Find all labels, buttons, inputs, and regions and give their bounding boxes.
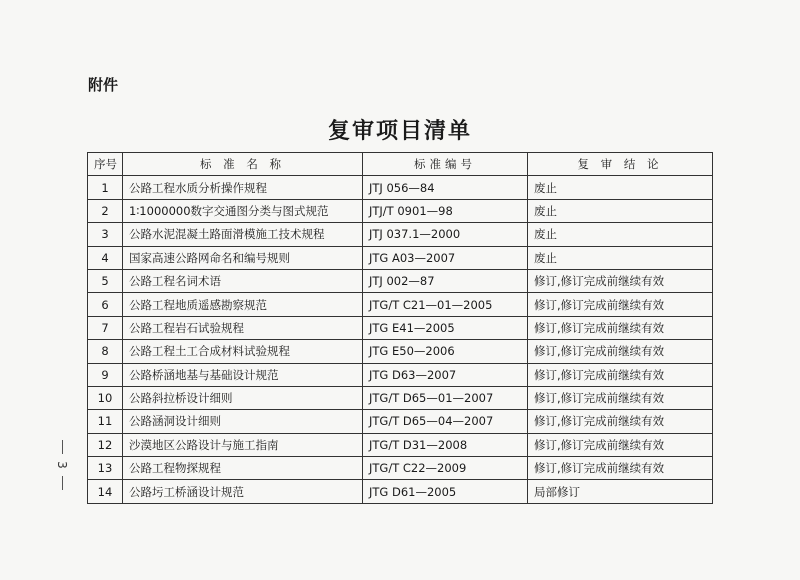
row-standard-code: JTG/T C22—2009 — [363, 457, 528, 480]
row-standard-name: 1∶1000000数字交通图分类与图式规范 — [123, 199, 363, 222]
row-standard-name: 沙漠地区公路设计与施工指南 — [123, 433, 363, 456]
row-serial-number: 2 — [88, 199, 123, 222]
row-serial-number: 11 — [88, 410, 123, 433]
page-number — [50, 440, 74, 490]
row-serial-number: 6 — [88, 293, 123, 316]
table-row — [88, 386, 713, 409]
row-standard-code: JTG/T D65—04—2007 — [363, 410, 528, 433]
row-standard-code: JTJ/T 0901—98 — [363, 199, 528, 222]
table-row — [88, 340, 713, 363]
row-review-result: 废止 — [528, 246, 713, 269]
table-row — [88, 246, 713, 269]
row-review-result: 修订,修订完成前继续有效 — [528, 410, 713, 433]
row-standard-name: 公路水泥混凝土路面滑模施工技术规程 — [123, 223, 363, 246]
row-review-result: 废止 — [528, 176, 713, 199]
row-review-result: 修订,修订完成前继续有效 — [528, 457, 713, 480]
table-header-row — [88, 153, 713, 176]
table-row — [88, 363, 713, 386]
table-row — [88, 433, 713, 456]
row-serial-number: 12 — [88, 433, 123, 456]
row-standard-code: JTG/T C21—01—2005 — [363, 293, 528, 316]
table-row — [88, 269, 713, 292]
row-review-result: 修订,修订完成前继续有效 — [528, 340, 713, 363]
page-title: 复审项目清单 — [327, 118, 472, 144]
row-serial-number: 9 — [88, 363, 123, 386]
row-review-result: 局部修订 — [528, 480, 713, 503]
table-row — [88, 223, 713, 246]
row-review-result: 废止 — [528, 223, 713, 246]
table-row — [88, 457, 713, 480]
row-standard-code: JTG E41—2005 — [363, 316, 528, 339]
page-number-text: 3 — [54, 461, 69, 469]
row-serial-number: 10 — [88, 386, 123, 409]
row-standard-name: 公路工程水质分析操作规程 — [123, 176, 363, 199]
row-serial-number: 8 — [88, 340, 123, 363]
row-serial-number: 4 — [88, 246, 123, 269]
row-standard-code: JTG/T D65—01—2007 — [363, 386, 528, 409]
row-standard-code: JTG D63—2007 — [363, 363, 528, 386]
row-serial-number: 5 — [88, 269, 123, 292]
row-serial-number: 13 — [88, 457, 123, 480]
row-serial-number: 7 — [88, 316, 123, 339]
row-review-result: 废止 — [528, 199, 713, 222]
table-row — [88, 293, 713, 316]
row-standard-code: JTG E50—2006 — [363, 340, 528, 363]
row-standard-name: 公路工程地质遥感勘察规范 — [123, 293, 363, 316]
row-serial-number: 3 — [88, 223, 123, 246]
row-standard-code: JTG D61—2005 — [363, 480, 528, 503]
row-standard-name: 公路桥涵地基与基础设计规范 — [123, 363, 363, 386]
header-standard-name: 标 准 名 称 — [123, 153, 363, 176]
annex-label: 附件 — [88, 76, 119, 94]
header-serial-number: 序号 — [88, 153, 123, 176]
row-standard-code: JTJ 037.1—2000 — [363, 223, 528, 246]
row-standard-code: JTG A03—2007 — [363, 246, 528, 269]
row-review-result: 修订,修订完成前继续有效 — [528, 386, 713, 409]
row-review-result: 修订,修订完成前继续有效 — [528, 433, 713, 456]
row-standard-name: 公路工程岩石试验规程 — [123, 316, 363, 339]
table-row — [88, 199, 713, 222]
page-number-dash-bottom — [62, 476, 63, 490]
table-row — [88, 410, 713, 433]
header-standard-code: 标准编号 — [363, 153, 528, 176]
header-review-result: 复 审 结 论 — [528, 153, 713, 176]
review-items-table — [87, 152, 713, 504]
table-row — [88, 176, 713, 199]
page-number-dash-top — [62, 440, 63, 454]
row-serial-number: 1 — [88, 176, 123, 199]
row-standard-name: 公路工程名词术语 — [123, 269, 363, 292]
row-review-result: 修订,修订完成前继续有效 — [528, 363, 713, 386]
row-standard-name: 国家高速公路网命名和编号规则 — [123, 246, 363, 269]
row-standard-code: JTJ 056—84 — [363, 176, 528, 199]
table-row — [88, 316, 713, 339]
row-standard-name: 公路工程土工合成材料试验规程 — [123, 340, 363, 363]
row-standard-name: 公路圬工桥涵设计规范 — [123, 480, 363, 503]
row-standard-name: 公路工程物探规程 — [123, 457, 363, 480]
row-review-result: 修订,修订完成前继续有效 — [528, 269, 713, 292]
row-standard-code: JTG/T D31—2008 — [363, 433, 528, 456]
row-review-result: 修订,修订完成前继续有效 — [528, 293, 713, 316]
row-serial-number: 14 — [88, 480, 123, 503]
row-review-result: 修订,修订完成前继续有效 — [528, 316, 713, 339]
table-row — [88, 480, 713, 503]
row-standard-name: 公路斜拉桥设计细则 — [123, 386, 363, 409]
row-standard-name: 公路涵洞设计细则 — [123, 410, 363, 433]
row-standard-code: JTJ 002—87 — [363, 269, 528, 292]
